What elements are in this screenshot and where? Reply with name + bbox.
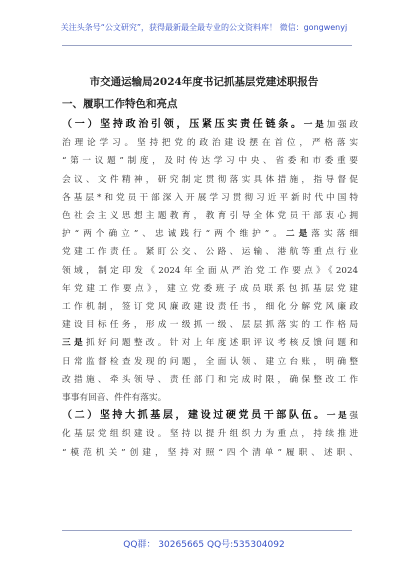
subheading-1: （一）坚持政治引领，压紧压实责任链条。	[62, 119, 304, 130]
section-heading-1: 一、履职工作特色和亮点	[62, 98, 178, 110]
text-run: 加强政	[326, 120, 358, 130]
paragraph-1-line-1	[62, 116, 358, 134]
text-run: 强	[349, 411, 358, 422]
paragraph-1-line: 年党建工作要点》，建立党委班子成员联系包抓基层党建	[62, 283, 358, 294]
paragraph-1-line	[62, 225, 358, 243]
paragraph-1-line: “第一议题”制度，及时传达学习中央、省委和市委重要	[62, 156, 358, 167]
paragraph-2-line: “模范机关”创建，坚持对照“四个清单”履职、述职、	[62, 447, 358, 458]
header-divider	[62, 45, 352, 46]
paragraph-1-line: 党建工作责任。紧盯公交、公路、运输、港航等重点行业	[62, 247, 358, 258]
text-run: 护“两个确立”、忠诚践行“两个维护”。	[62, 229, 286, 240]
paragraph-1-line: 日常监督检查发现的问题，全面认领、建立台账，明确整	[62, 356, 358, 367]
paragraph-1-line: 各基层*和党员干部深入开展学习贯彻习近平新时代中国特	[62, 192, 358, 203]
paragraph-1-line	[62, 334, 358, 352]
paragraph-1-line: 事事有回音、件件有落实。	[62, 393, 167, 404]
text-run: 抓好问题整改。针对上年度述职评议考核反馈问题和	[85, 338, 358, 349]
paragraph-2-line: 化基层党组织建设。坚持以提升组织力为重点，持续推进	[62, 429, 358, 440]
paragraph-1-line: 领域，制定印发《2024年全面从严治党工作要点》《2024	[62, 265, 358, 276]
text-run: 落实落细	[311, 229, 358, 240]
document-body	[62, 116, 358, 462]
footer-divider	[62, 530, 352, 531]
subheading-2: （二）坚持大抓基层，建设过硬党员干部队伍。	[62, 410, 327, 422]
document-title: 市交通运输局2024年度书记抓基层党建述职报告	[89, 76, 319, 88]
lead-marker: 三是	[62, 338, 86, 349]
lead-marker: 二是	[285, 229, 312, 240]
paragraph-1-line: 工作机制，签订党风廉政建设责任书，细化分解党风廉政	[62, 302, 358, 313]
lead-marker: 一是	[303, 120, 327, 130]
page-footer-contact: QQ群： 30265665 QQ号:535304092	[123, 540, 285, 550]
paragraph-1-line: 色社会主义思想主题教育，教育引导全体党员干部衷心拥	[62, 211, 358, 222]
paragraph-1-line: 治理论学习。坚持把党的政治建设摆在首位，严格落实	[62, 138, 358, 149]
lead-marker: 一是	[326, 411, 350, 422]
page-header-banner: 关注头条号“公文研究”，获得最新最全最专业的公文资料库！ 微信：gongwenyj	[60, 23, 348, 32]
paragraph-1-line: 会议、文件精神，研究制定贯彻落实具体措施，指导督促	[62, 174, 358, 185]
paragraph-1-line: 改措施、牵头领导、责任部门和完成时限，确保整改工作	[62, 374, 358, 385]
paragraph-2-line-1	[62, 407, 358, 425]
paragraph-1-line: 建设目标任务，形成一级抓一级、层层抓落实的工作格局	[62, 320, 358, 331]
